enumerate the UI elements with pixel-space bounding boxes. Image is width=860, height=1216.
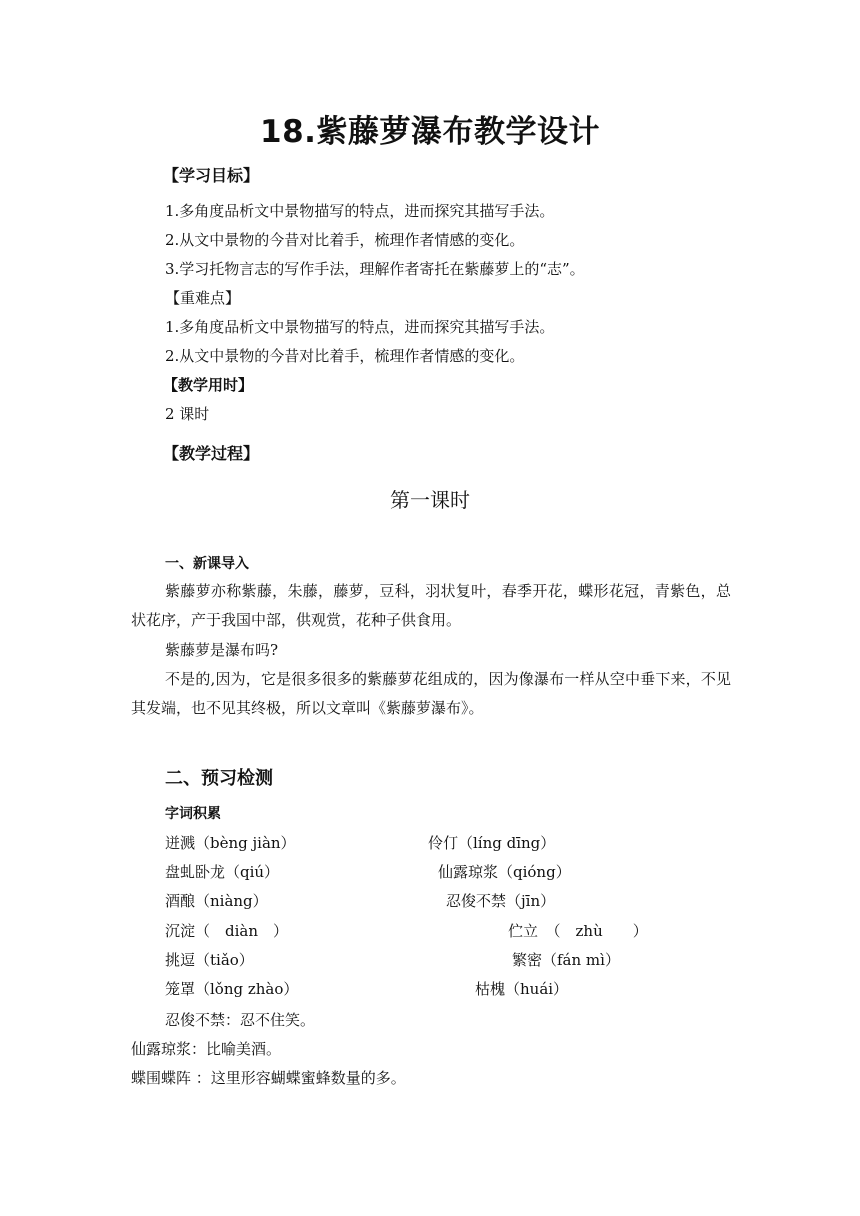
key-point-item: 2.从文中景物的今昔对比着手，梳理作者情感的变化。 [165,347,525,365]
vocab-word: 繁密（fán mì） [512,951,620,969]
vocab-word: 盘虬卧龙（qiú） [165,863,280,881]
definition-item: 忍俊不禁：忍不住笑。 [165,1011,316,1029]
intro-paragraph: 紫藤萝亦称紫藤，朱藤，藤萝，豆科，羽状复叶，春季开花，蝶形花冠，青紫色，总状花序，产于我国中部，供观赏，花种子供食用。 [131,582,731,629]
preview-heading: 二、预习检测 [165,768,273,789]
vocab-word: 仙露琼浆（qióng） [438,863,571,881]
vocab-subheading: 字词积累 [165,806,221,822]
vocab-word: 伶仃（líng dīng） [428,834,556,852]
vocab-word: 迸溅（bèng jiàn） [165,834,296,852]
objective-item: 3.学习托物言志的写作手法，理解作者寄托在紫藤萝上的“志”。 [165,260,585,278]
vocab-word: 忍俊不禁（jīn） [446,892,556,910]
definition-item: 蝶围蝶阵 ：这里形容蝴蝶蜜蜂数量的多。 [131,1069,406,1087]
hours-heading: 【教学用时】 [163,376,254,394]
hours-value: 2 课时 [165,405,210,423]
key-point-item: 1.多角度品析文中景物描写的特点，进而探究其描写手法。 [165,318,555,336]
lesson-title: 第一课时 [390,488,470,512]
vocab-word: 酒酿（niàng） [165,892,268,910]
objectives-heading: 【学习目标】 [163,166,260,185]
vocab-word: 挑逗（tiǎo） [165,951,254,969]
objective-item: 1.多角度品析文中景物描写的特点，进而探究其描写手法。 [165,202,555,220]
objective-item: 2.从文中景物的今昔对比着手，梳理作者情感的变化。 [165,231,525,249]
process-heading: 【教学过程】 [163,444,260,463]
document-title: 18.紫藤萝瀑布教学设计 [260,114,600,150]
definition-item: 仙露琼浆：比喻美酒。 [131,1040,282,1058]
vocab-word: 笼罩（lǒng zhào） [165,980,299,998]
vocab-word: 枯槐（huái） [475,980,569,998]
intro-heading: 一、新课导入 [165,556,249,572]
intro-paragraph: 紫藤萝是瀑布吗? [165,641,279,659]
vocab-word: 伫立 （ zhù ） [508,922,648,940]
intro-paragraph: 不是的,因为，它是很多很多的紫藤萝花组成的，因为像瀑布一样从空中垂下来，不见其发端，也不见其终极，所以文章叫《紫藤萝瀑布》。 [131,670,731,717]
vocab-word: 沉淀（ diàn ） [165,922,289,940]
key-points-heading: 【重难点】 [165,289,241,307]
